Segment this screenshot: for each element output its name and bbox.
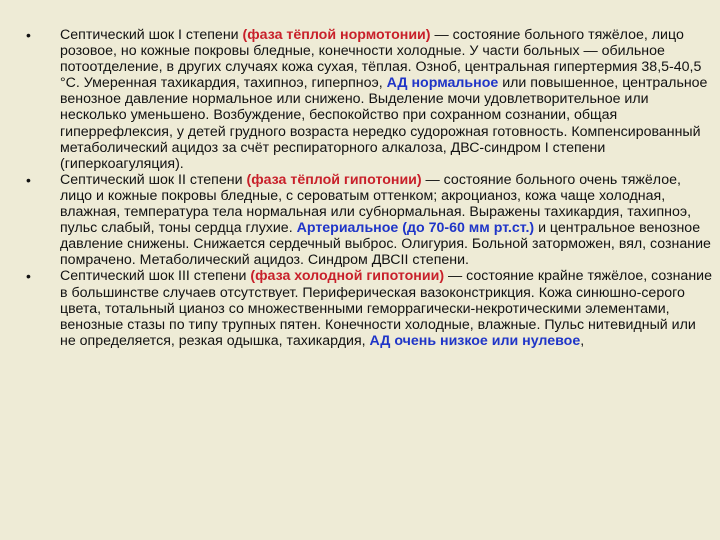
- description-text: — состояние больного тяжёлое, лицо розовое, но кожные покровы бледные, конечности холодные. У части больных — обильное потоотделение, в других случаях кожа сухая, тёплая. Озноб, центральная гипертермия 38,5-40,5 °С. Умеренная тахикардия, тахипноэ, гиперпноэ,: [60, 27, 702, 92]
- bullet-dot: •: [26, 171, 31, 188]
- list-item-shock-stage-1: [14, 27, 714, 172]
- blood-pressure-label: Артериальное (до 70-60 мм рт.ст.): [296, 220, 535, 237]
- description-text: или повышенное, центральное венозное давление нормальное или снижено. Выделение мочи удовлетворительное или несколько уменьшено. Возбуждение, беспокойство при сохранном сознании, общая гиперрефлексия, у детей грудного возраста нередко судорожная готовность. Компенсированный метаболический ацидоз за счёт респираторного алкалоза, ДВС-синдром I степени (гиперкоагуляция).: [60, 75, 708, 172]
- bullet-dot: •: [26, 27, 31, 43]
- description-text: ,: [580, 332, 585, 349]
- list-item-shock-stage-2: [14, 172, 714, 269]
- bullet-list: [14, 27, 714, 349]
- blood-pressure-label: АД очень низкое или нулевое: [369, 332, 581, 349]
- description-text: — состояние больного очень тяжёлое, лицо и кожные покровы бледные, с сероватым оттенком; акроцианоз, кожа чаще холодная, влажная, температура тела нормальная или субнормальная. Выражены тахикардия, тахипноэ, пульс слабый, тоны сердца глухие.: [60, 171, 692, 237]
- bullet-dot: •: [26, 268, 31, 285]
- stage-title: Септический шок II степени: [60, 171, 247, 188]
- list-item-shock-stage-3: [14, 268, 714, 348]
- description-text: — состояние крайне тяжёлое, сознание в большинстве случаев отсутствует. Периферическая вазоконстрикция. Кожа синюшно-серого цвета, тотальный цианоз со множественными геморрагически-некротическими элементами, венозные стазы по типу трупных пятен. Конечности холодные, влажные. Пульс нитевидный или не определяется, резкая одышка, тахикардия,: [60, 268, 712, 349]
- phase-label: (фаза тёплой гипотонии): [246, 171, 422, 188]
- phase-label: (фаза холодной гипотонии): [250, 268, 445, 285]
- phase-label: (фаза тёплой нормотонии): [242, 27, 431, 43]
- stage-title: Септический шок III степени: [60, 268, 251, 285]
- stage-title: Септический шок I степени: [60, 27, 243, 43]
- description-text: и центральное венозное давление снижены. Снижается сердечный выброс. Олигурия. Больной заторможен, вял, сознание помрачено. Метаболический ацидоз. Синдром ДВСII степени.: [60, 220, 711, 269]
- blood-pressure-label: АД нормальное: [386, 75, 499, 92]
